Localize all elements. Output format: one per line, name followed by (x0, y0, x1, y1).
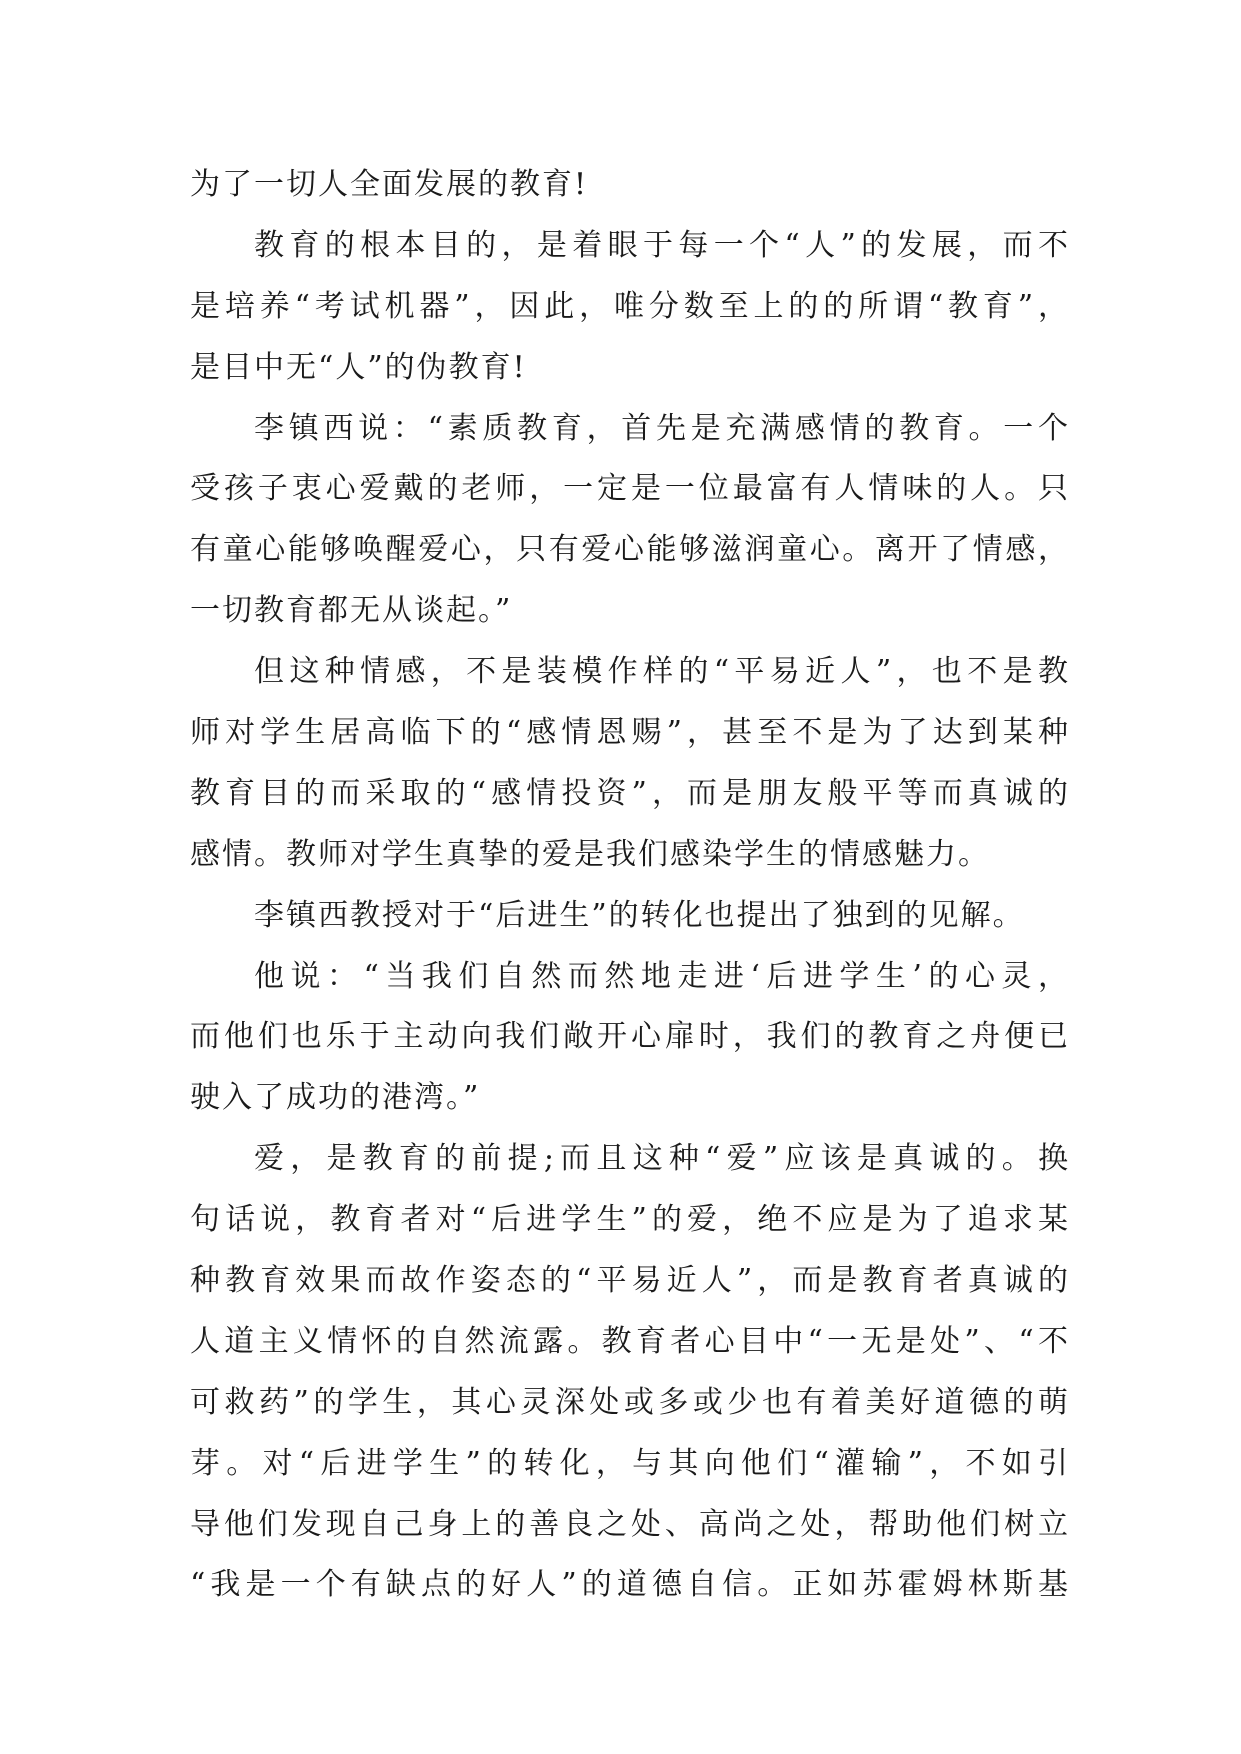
text-line: 芽。对“后进学生”的转化，与其向他们“灌输”，不如引 (190, 1445, 1070, 1481)
text-line: 教育目的而采取的“感情投资”，而是朋友般平等而真诚的 (190, 775, 1070, 811)
text-line: 是培养“考试机器”，因此，唯分数至上的的所谓“教育”， (190, 288, 1070, 324)
paragraph-first-line: 爱，是教育的前提;而且这种“爱”应该是真诚的。换 (254, 1141, 1070, 1177)
text-line: 为了一切人全面发展的教育! (190, 167, 589, 202)
text-line: 感情。教师对学生真挚的爱是我们感染学生的情感魅力。 (190, 836, 990, 872)
text-line: 人道主义情怀的自然流露。教育者心目中“一无是处”、“不 (190, 1323, 1070, 1359)
paragraph-first-line: 但这种情感，不是装模作样的“平易近人”，也不是教 (254, 654, 1070, 690)
text-line: 受孩子衷心爱戴的老师，一定是一位最富有人情味的人。只 (190, 471, 1070, 507)
text-line: 句话说，教育者对“后进学生”的爱，绝不应是为了追求某 (190, 1202, 1070, 1238)
body-text (190, 155, 1070, 1616)
paragraph-first-line: 李镇西教授对于“后进生”的转化也提出了独到的见解。 (254, 897, 1025, 933)
text-line: 是目中无“人”的伪教育! (190, 349, 527, 385)
text-line: 而他们也乐于主动向我们敞开心扉时，我们的教育之舟便已 (190, 1019, 1070, 1055)
text-line: 导他们发现自己身上的善良之处、高尚之处，帮助他们树立 (190, 1506, 1070, 1542)
text-line: 有童心能够唤醒爱心，只有爱心能够滋润童心。离开了情感， (190, 532, 1070, 568)
text-line: 可救药”的学生，其心灵深处或多或少也有着美好道德的萌 (190, 1384, 1070, 1420)
text-line: 师对学生居高临下的“感情恩赐”，甚至不是为了达到某种 (190, 715, 1070, 751)
paragraph-first-line: 李镇西说：“素质教育，首先是充满感情的教育。一个 (254, 410, 1070, 446)
text-line: 一切教育都无从谈起。” (190, 593, 513, 629)
text-line: “我是一个有缺点的好人”的道德自信。正如苏霍姆林斯基 (190, 1567, 1070, 1603)
paragraph-first-line: 教育的根本目的，是着眼于每一个“人”的发展，而不 (254, 227, 1070, 263)
paragraph-first-line: 他说：“当我们自然而然地走进‘后进学生’的心灵， (254, 958, 1070, 994)
text-line: 驶入了成功的港湾。” (190, 1080, 481, 1116)
text-line: 种教育效果而故作姿态的“平易近人”，而是教育者真诚的 (190, 1263, 1070, 1299)
